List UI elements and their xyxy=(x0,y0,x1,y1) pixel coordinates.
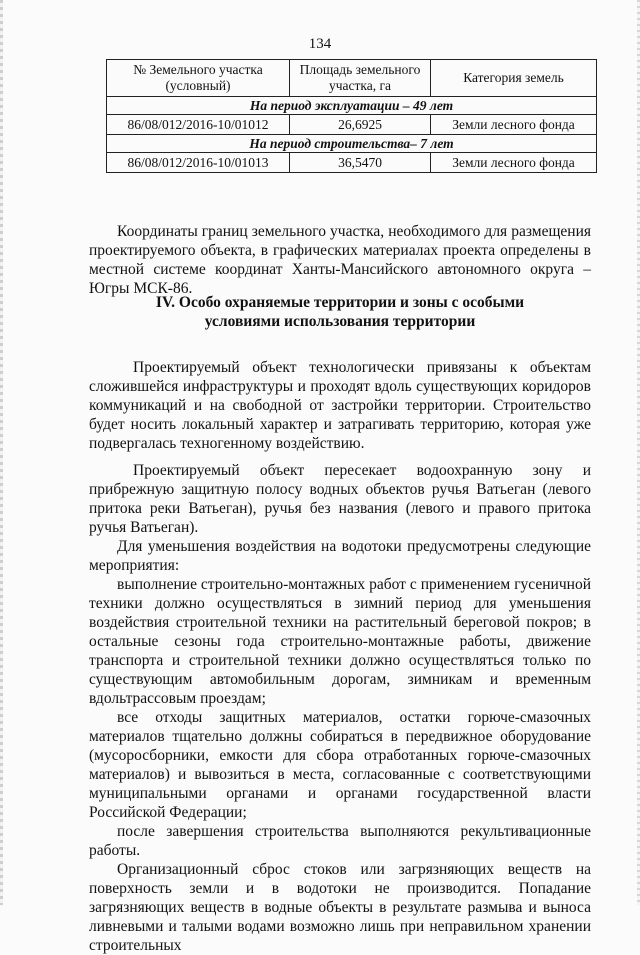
main-text xyxy=(89,358,591,955)
table-period-row xyxy=(107,97,597,115)
period-operation: На период эксплуатации – 49 лет xyxy=(107,97,597,115)
period-construction: На период строительства– 7 лет xyxy=(107,135,597,153)
paragraph-water-zone: Проектируемый объект пересекает водоохранную зону и прибрежную защитную полосу водных объектов ручья Ватьеган (левого притока реки Ватьеган), ручья без названия (левого и правого притока ручья Ватьеган). xyxy=(89,462,591,536)
table-row xyxy=(107,153,597,173)
paragraph-discharge: Организационный сброс стоков или загрязняющих веществ на поверхность земли и в водотоки не производится. Попадание загрязняющих веществ в водные объекты в результате размыва и выноса ливневыми и талыми водами возможно лишь при неправильном хранении строительных xyxy=(89,861,591,954)
table-period-row xyxy=(107,135,597,153)
paragraph-measure-recultivation: после завершения строительства выполняются рекультивационные работы. xyxy=(89,823,591,859)
table-header-row xyxy=(107,60,597,97)
section-heading-line-2: условиями использования территории xyxy=(204,313,476,330)
table-row xyxy=(107,115,597,135)
paragraph-measures-intro: Для уменьшения воздействия на водотоки предусмотрены следующие мероприятия: xyxy=(89,538,591,574)
paragraph-measure-machinery: выполнение строительно-монтажных работ с применением гусеничной техники должно осуществляться в зимний период для уменьшения воздействия строительной техники на растительный береговой покров; в остальные сезоны года строительно-монтажные работы, движение транспорта и строительной техники должно осуществляться только по существующим автомобильным дорогам, зимникам и временным вдольтрассовым проездам; xyxy=(89,576,591,707)
paragraph-measure-waste: все отходы защитных материалов, остатки горюче-смазочных материалов тщательно должны собираться в передвижное оборудование (мусоросборники, емкости для сбора отработанных горюче-смазочных материалов) и вывозиться в места, согласованные с соответствующими муниципальными органами и органами государственной власти Российской Федерации; xyxy=(89,709,591,821)
plot-number-cell: 86/08/012/2016-10/01013 xyxy=(107,153,290,173)
page-number: 134 xyxy=(308,36,332,52)
scan-edge-left xyxy=(0,0,3,905)
header-land-category: Категория земель xyxy=(431,60,597,97)
header-plot-number: № Земельного участка (условный) xyxy=(107,60,290,97)
land-plots-table xyxy=(106,59,597,173)
paragraph-infrastructure: Проектируемый объект технологически привязаны к объектам сложившейся инфраструктуры и проходят вдоль существующих коридоров коммуникаций и на свободной от застройки территории. Строительство будет носить локальный характер и затрагивать территорию, которая уже подвергалась техногенному воздействию. xyxy=(89,359,591,452)
header-plot-area: Площадь земельного участка, га xyxy=(290,60,431,97)
section-heading xyxy=(89,293,591,331)
plot-area-cell: 26,6925 xyxy=(290,115,431,135)
land-category-cell: Земли лесного фонда xyxy=(431,115,597,135)
land-category-cell: Земли лесного фонда xyxy=(431,153,597,173)
plot-number-cell: 86/08/012/2016-10/01012 xyxy=(107,115,290,135)
section-heading-line-1: IV. Особо охраняемые территории и зоны с особыми xyxy=(155,294,525,311)
coordinates-paragraph: Координаты границ земельного участка, необходимого для размещения проектируемого объекта, в графических материалах проекта определены в местной системе координат Ханты-Мансийского автономного округа – Югры МСК-86. xyxy=(89,223,591,297)
coordinates-section xyxy=(89,222,591,298)
plot-area-cell: 36,5470 xyxy=(290,153,431,173)
